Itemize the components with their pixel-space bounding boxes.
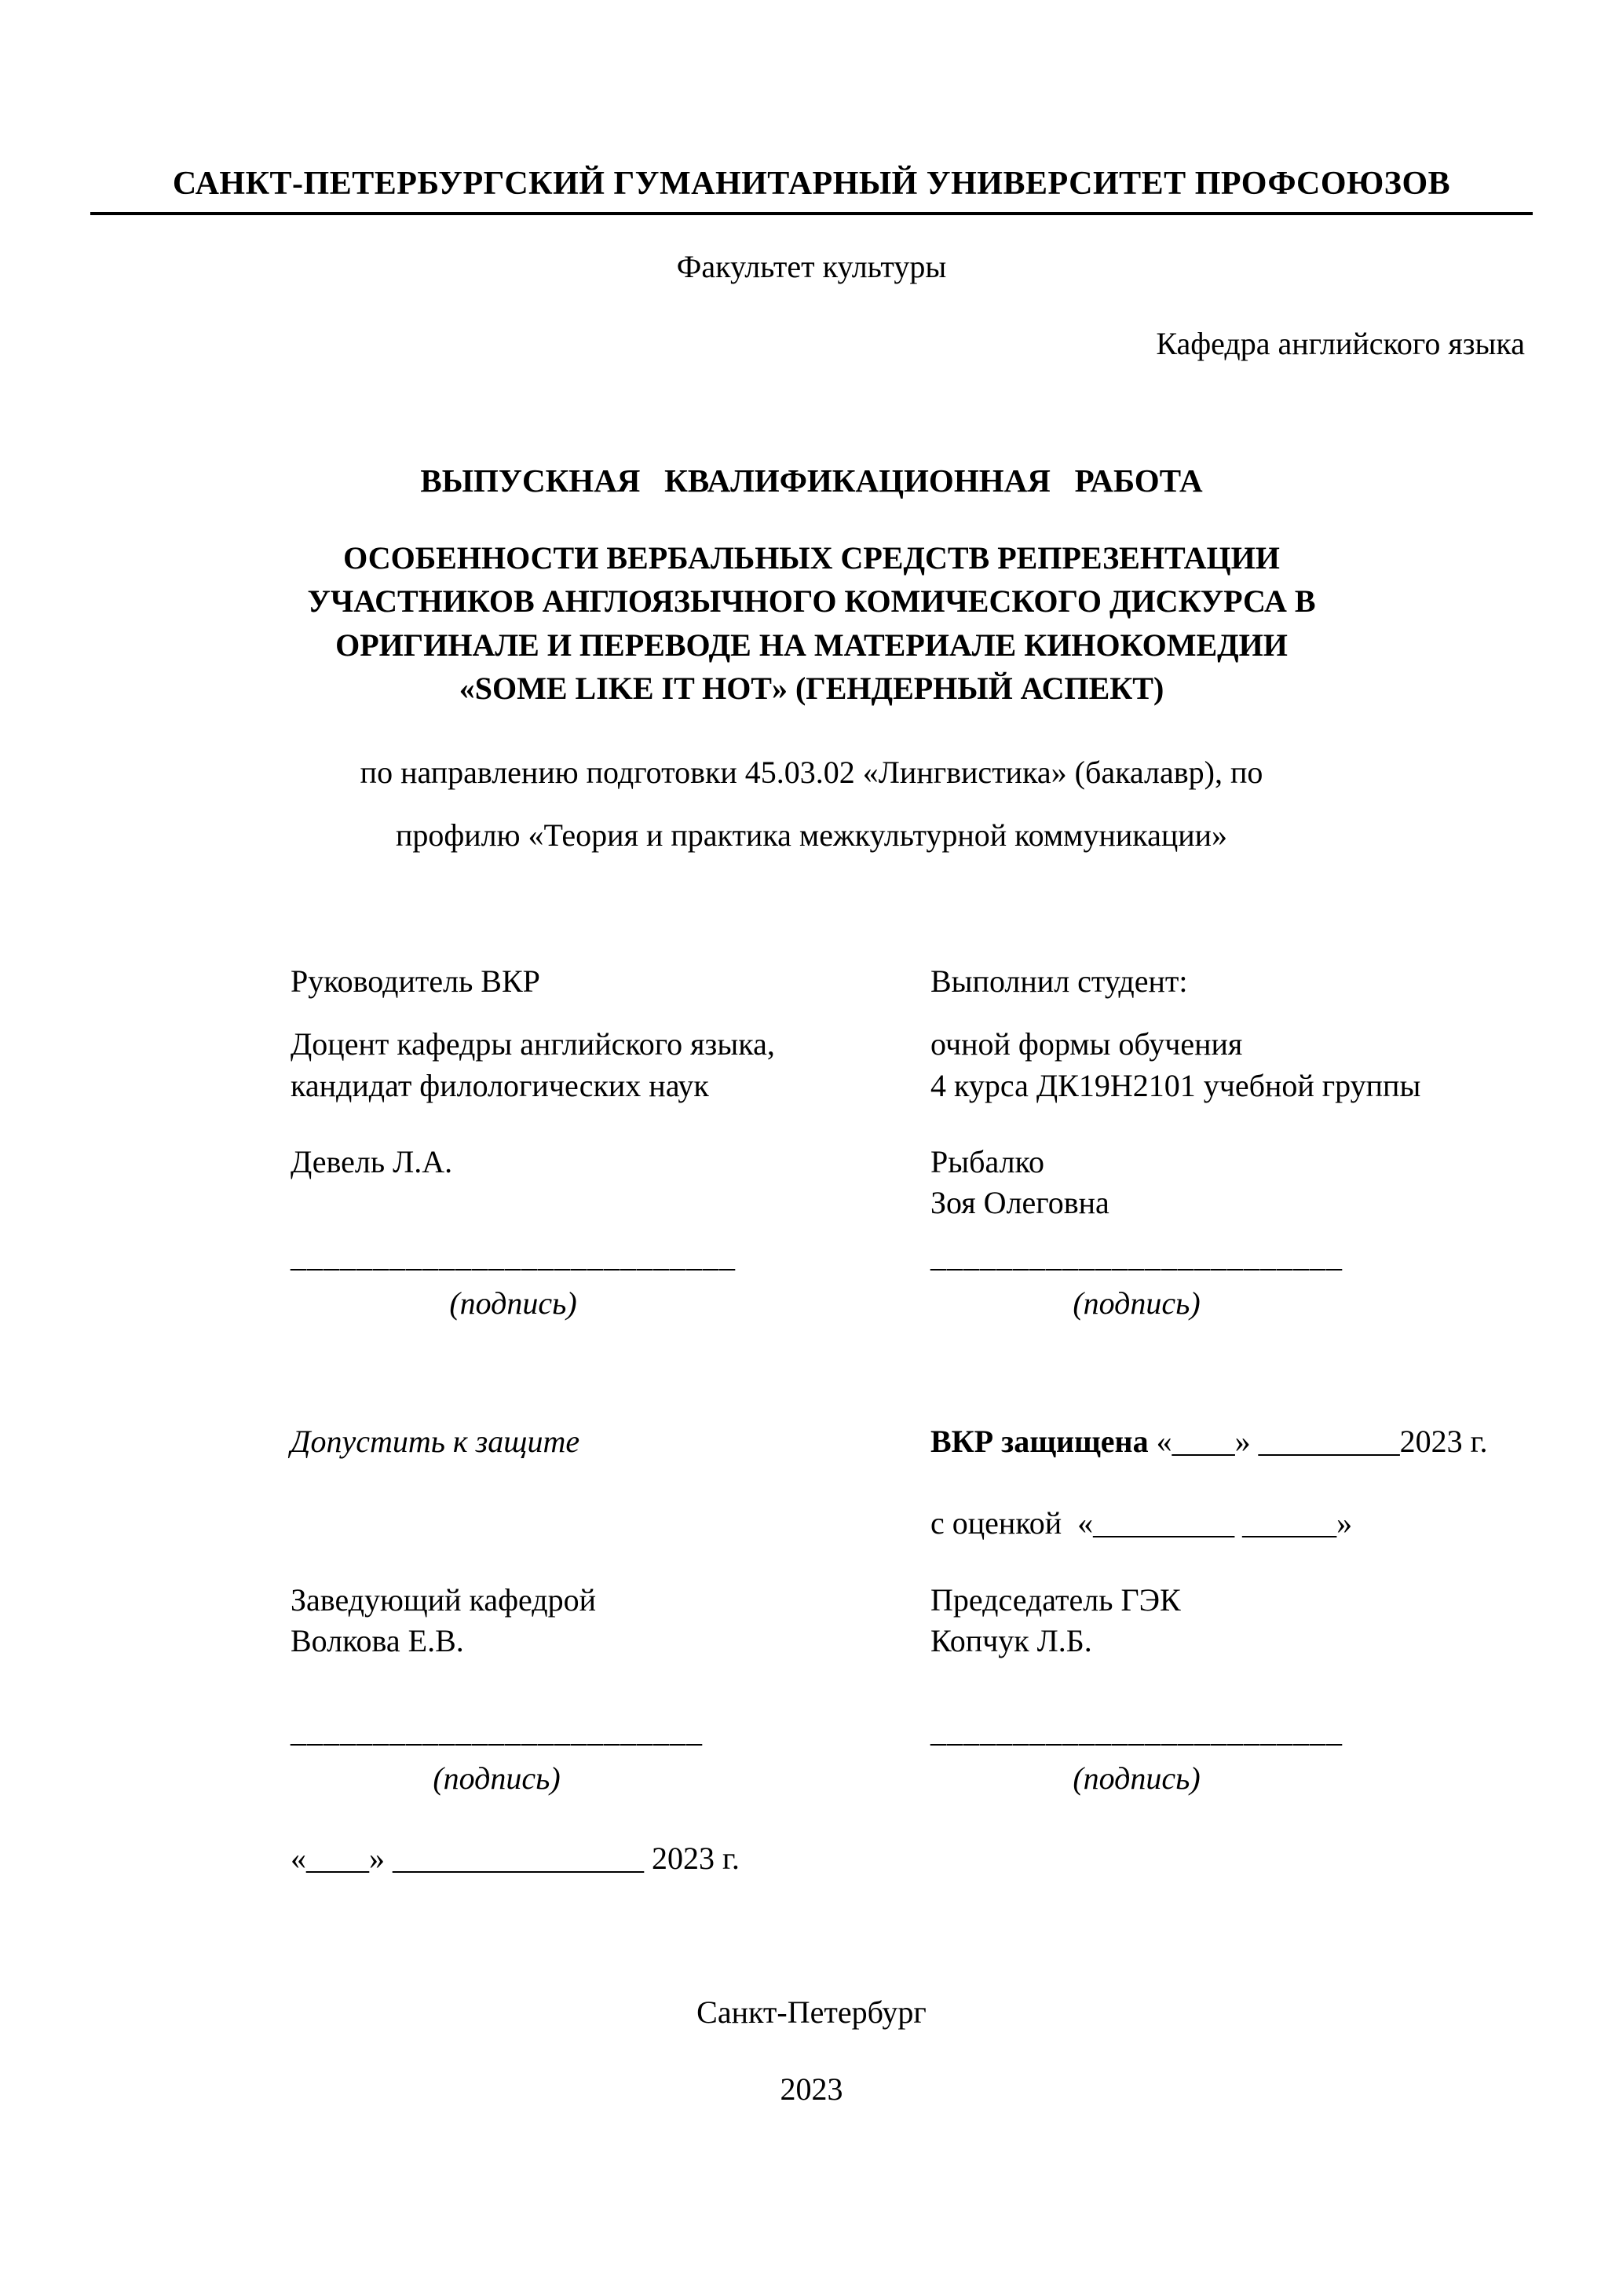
supervisor-position-line-1: Доцент кафедры английского языка, xyxy=(291,1026,775,1062)
signatories-section xyxy=(291,960,1517,1881)
committee-chair-block xyxy=(930,1580,1517,1663)
department-head-signature-line: _________________________ xyxy=(291,1713,703,1749)
header-divider xyxy=(90,212,1533,215)
defense-statement-rest: «____» _________2023 г. xyxy=(1148,1423,1488,1459)
thesis-title-line-3: ОРИГИНАЛЕ И ПЕРЕВОДЕ НА МАТЕРИАЛЕ КИНОКОМЕДИИ xyxy=(335,627,1288,663)
admission-label: Допустить к защите xyxy=(291,1423,580,1459)
student-info-line-1: очной формы обучения xyxy=(930,1026,1243,1062)
supervisor-position-line-2: кандидат филологических наук xyxy=(291,1067,709,1103)
grade-line: с оценкой «_________ ______» xyxy=(930,1504,1353,1541)
student-signature-block xyxy=(930,1234,1343,1325)
supervisor-signature-block xyxy=(291,1234,736,1325)
committee-chair-name: Копчук Л.Б. xyxy=(930,1623,1092,1659)
committee-chair-role: Председатель ГЭК xyxy=(930,1581,1181,1618)
department-name: Кафедра английского языка xyxy=(1156,325,1525,361)
program-line-2: профилю «Теория и практика межкультурной коммуникации» xyxy=(395,817,1228,853)
student-info xyxy=(930,1024,1517,1107)
thesis-title-line-2: УЧАСТНИКОВ АНГЛОЯЗЫЧНОГО КОМИЧЕСКОГО ДИСКУРСА В xyxy=(307,583,1316,620)
thesis-title-line-1: ОСОБЕННОСТИ ВЕРБАЛЬНЫХ СРЕДСТВ РЕПРЕЗЕНТАЦИИ xyxy=(343,540,1280,576)
work-type-heading: ВЫПУСКНАЯ КВАЛИФИКАЦИОННАЯ РАБОТА xyxy=(420,462,1203,499)
supervisor-role: Руководитель ВКР xyxy=(291,963,540,999)
committee-chair-signature-block xyxy=(930,1709,1343,1801)
supervisor-signature-line: ___________________________ xyxy=(291,1238,736,1274)
thesis-title-line-4: «SOME LIKE IT HOT» (ГЕНДЕРНЫЙ АСПЕКТ) xyxy=(459,670,1164,706)
supervisor-name: Девель Л.А. xyxy=(291,1143,453,1179)
committee-chair-signature-line: _________________________ xyxy=(930,1713,1343,1749)
committee-chair-signature-caption: (подпись) xyxy=(1073,1760,1201,1797)
department-head-signature-block xyxy=(291,1709,703,1801)
student-name-line-2: Зоя Олеговна xyxy=(930,1185,1109,1221)
student-signature-caption: (подпись) xyxy=(1073,1285,1201,1321)
department-head-signature-caption: (подпись) xyxy=(433,1760,561,1797)
program-info xyxy=(0,741,1623,867)
student-name xyxy=(930,1142,1517,1234)
department-head-name: Волкова Е.В. xyxy=(291,1623,464,1659)
defense-statement-bold: ВКР защищена xyxy=(930,1423,1149,1459)
supervisor-position xyxy=(291,1024,930,1107)
city-name: Санкт-Петербург xyxy=(696,1994,927,2031)
program-line-1: по направлению подготовки 45.03.02 «Лингвистика» (бакалавр), по xyxy=(360,754,1263,790)
supervisor-signature-caption: (подпись) xyxy=(449,1285,577,1321)
student-signature-line: _________________________ xyxy=(930,1238,1343,1274)
admission-date-line: «____» ________________ 2023 г. xyxy=(291,1841,740,1877)
university-name: САНКТ-ПЕТЕРБУРГСКИЙ ГУМАНИТАРНЫЙ УНИВЕРСИТЕТ ПРОФСОЮЗОВ xyxy=(172,166,1451,202)
student-name-line-1: Рыбалко xyxy=(930,1143,1044,1179)
student-info-line-2: 4 курса ДК19Н2101 учебной группы xyxy=(930,1067,1421,1103)
year: 2023 xyxy=(780,2071,843,2108)
defense-statement xyxy=(930,1420,1517,1464)
department-head-role: Заведующий кафедрой xyxy=(291,1581,597,1618)
thesis-title xyxy=(0,536,1623,710)
student-role: Выполнил студент: xyxy=(930,963,1188,999)
faculty-name: Факультет культуры xyxy=(676,248,947,284)
department-head-block xyxy=(291,1580,930,1663)
